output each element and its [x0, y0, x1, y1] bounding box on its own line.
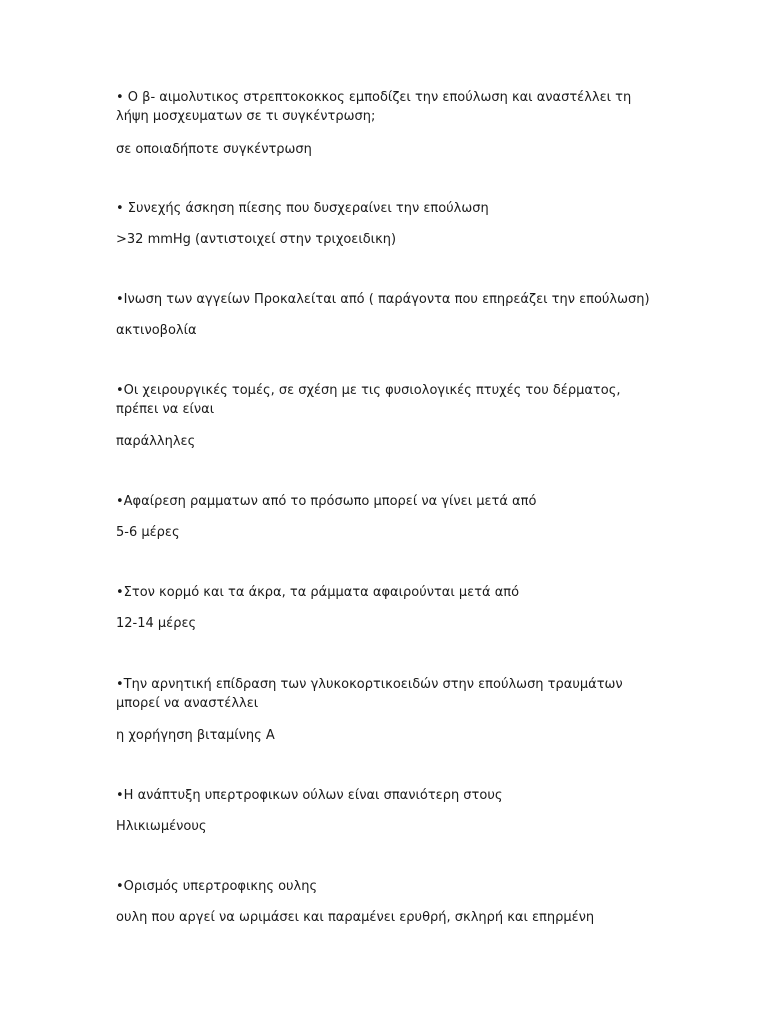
- answer-text: Ηλικιωμένους: [116, 819, 207, 834]
- question-text: •Στον κορμό και τα άκρα, τα ράμματα αφαιρούνται μετά από: [116, 585, 520, 600]
- answer-text: 12-14 μέρες: [116, 616, 197, 631]
- question-text: • Ο β- αιμολυτικος στρεπτοκοκκος εμποδίζει την επούλωση και αναστέλλει τη λήψη μοσχευματων σε τι συγκέντρωση;: [116, 90, 632, 124]
- answer-text: η χορήγηση βιταμίνης Α: [116, 728, 275, 743]
- answer-text: παράλληλες: [116, 434, 196, 449]
- answer-text: σε οποιαδήποτε συγκέντρωση: [116, 142, 312, 157]
- answer-text: 5-6 μέρες: [116, 525, 180, 540]
- question-text: •Οι χειρουργικές τομές, σε σχέση με τις φυσιολογικές πτυχές του δέρματος, πρέπει να είναι: [116, 383, 621, 417]
- question-text: •Η ανάπτυξη υπερτροφικων ούλων είναι σπανιότερη στους: [116, 788, 503, 803]
- question-text: •Ορισμός υπερτροφικης ουλης: [116, 879, 318, 894]
- question-text: •Αφαίρεση ραμματων από το πρόσωπο μπορεί να γίνει μετά από: [116, 494, 537, 509]
- answer-text: ουλη που αργεί να ωριμάσει και παραμένει ερυθρή, σκληρή και επηρμένη: [116, 910, 595, 925]
- answer-text: ακτινοβολία: [116, 323, 197, 338]
- question-text: •Την αρνητική επίδραση των γλυκοκορτικοειδών στην επούλωση τραυμάτων μπορεί να αναστέλλει: [116, 677, 623, 711]
- answer-text: >32 mmHg (αντιστοιχεί στην τριχοειδικη): [116, 232, 397, 247]
- question-text: •Ινωση των αγγείων Προκαλείται από ( παράγοντα που επηρεάζει την επούλωση): [116, 292, 650, 307]
- question-text: • Συνεχής άσκηση πίεσης που δυσχεραίνει την επούλωση: [116, 201, 489, 216]
